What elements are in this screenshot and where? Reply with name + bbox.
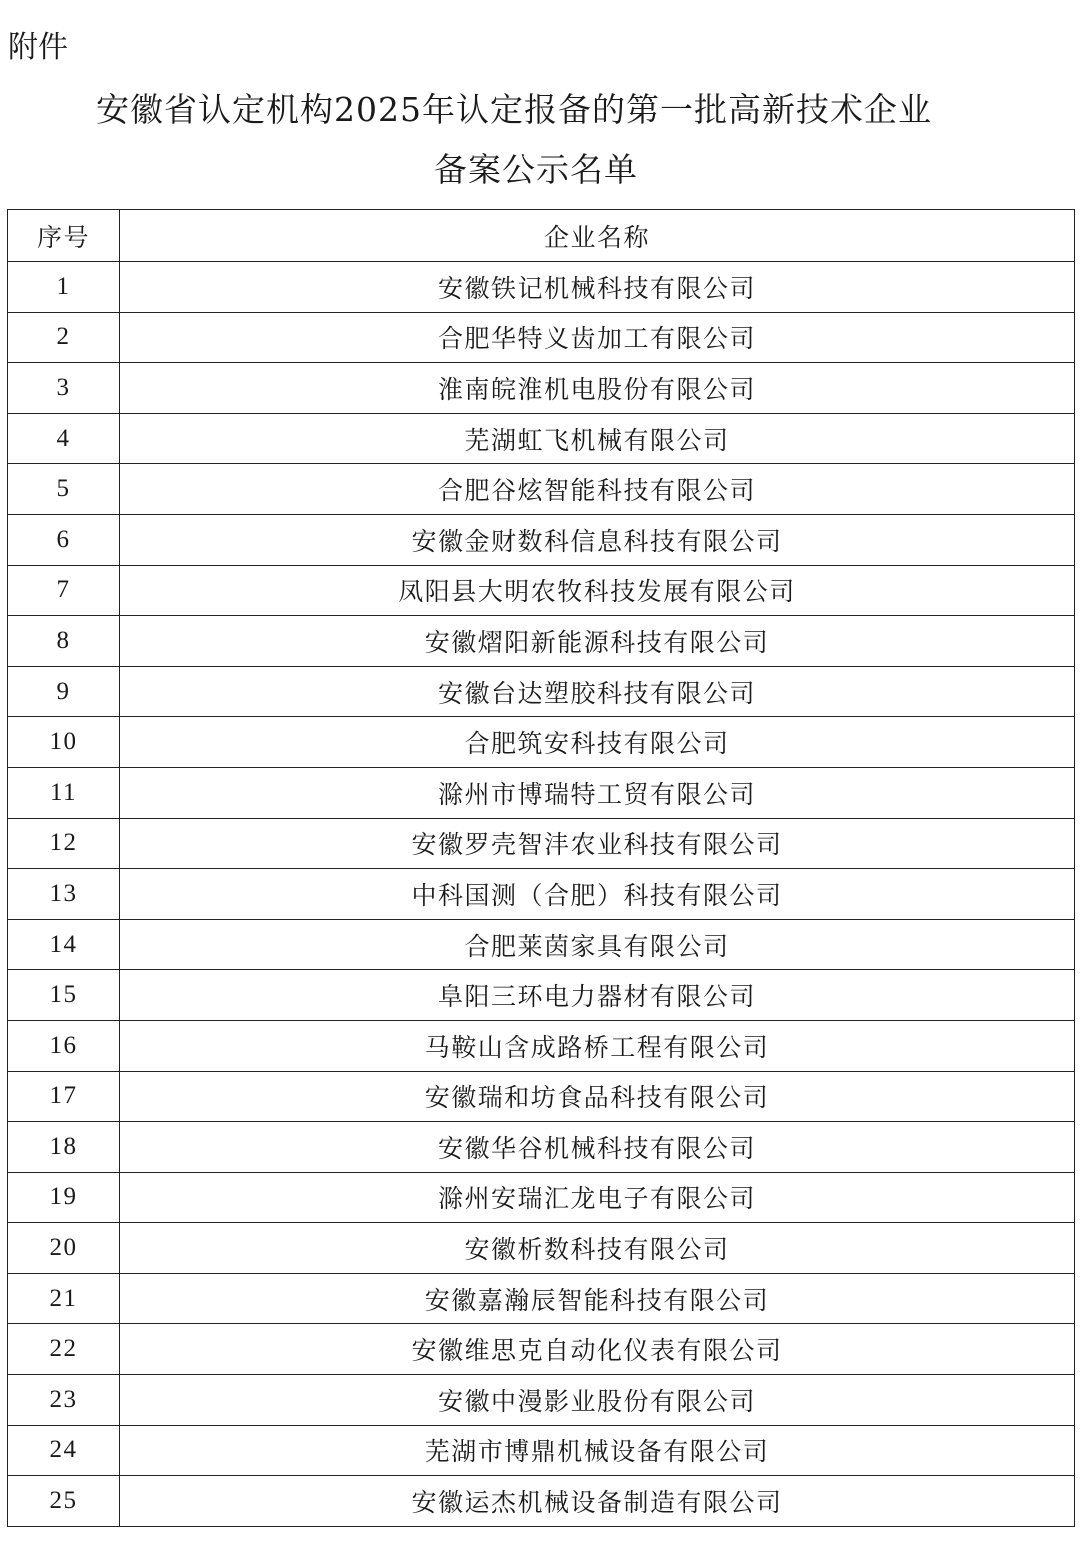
table-row bbox=[8, 363, 1075, 414]
row-seq: 3 bbox=[8, 363, 120, 414]
table-row bbox=[8, 413, 1075, 464]
header-seq: 序号 bbox=[8, 210, 120, 262]
row-company-name: 芜湖虹飞机械有限公司 bbox=[120, 413, 1075, 464]
table-row bbox=[8, 767, 1075, 818]
table-row bbox=[8, 262, 1075, 313]
row-seq: 11 bbox=[8, 767, 120, 818]
table-row bbox=[8, 1375, 1075, 1426]
row-seq: 12 bbox=[8, 818, 120, 869]
row-company-name: 阜阳三环电力器材有限公司 bbox=[120, 970, 1075, 1021]
table-row bbox=[8, 970, 1075, 1021]
row-seq: 19 bbox=[8, 1172, 120, 1223]
row-seq: 25 bbox=[8, 1476, 120, 1527]
row-company-name: 中科国测（合肥）科技有限公司 bbox=[120, 869, 1075, 920]
row-seq: 14 bbox=[8, 919, 120, 970]
row-seq: 5 bbox=[8, 464, 120, 515]
row-seq: 20 bbox=[8, 1223, 120, 1274]
table-header-row bbox=[8, 210, 1075, 262]
row-seq: 8 bbox=[8, 616, 120, 667]
row-seq: 21 bbox=[8, 1273, 120, 1324]
row-company-name: 安徽运杰机械设备制造有限公司 bbox=[120, 1476, 1075, 1527]
row-company-name: 芜湖市博鼎机械设备有限公司 bbox=[120, 1425, 1075, 1476]
row-company-name: 安徽维思克自动化仪表有限公司 bbox=[120, 1324, 1075, 1375]
table-row bbox=[8, 312, 1075, 363]
row-seq: 4 bbox=[8, 413, 120, 464]
row-company-name: 安徽华谷机械科技有限公司 bbox=[120, 1122, 1075, 1173]
row-seq: 13 bbox=[8, 869, 120, 920]
row-seq: 15 bbox=[8, 970, 120, 1021]
table-row bbox=[8, 1071, 1075, 1122]
row-seq: 6 bbox=[8, 514, 120, 565]
table-row bbox=[8, 1425, 1075, 1476]
table-row bbox=[8, 514, 1075, 565]
table-row bbox=[8, 818, 1075, 869]
attachment-label: 附件 bbox=[8, 30, 68, 65]
row-company-name: 淮南皖淮机电股份有限公司 bbox=[120, 363, 1075, 414]
table-row bbox=[8, 1476, 1075, 1527]
row-company-name: 安徽台达塑胶科技有限公司 bbox=[120, 666, 1075, 717]
table-row bbox=[8, 1223, 1075, 1274]
row-company-name: 合肥谷炫智能科技有限公司 bbox=[120, 464, 1075, 515]
row-company-name: 安徽瑞和坊食品科技有限公司 bbox=[120, 1071, 1075, 1122]
row-company-name: 安徽金财数科信息科技有限公司 bbox=[120, 514, 1075, 565]
row-company-name: 安徽铁记机械科技有限公司 bbox=[120, 262, 1075, 313]
table-row bbox=[8, 616, 1075, 667]
header-company-name: 企业名称 bbox=[120, 210, 1075, 262]
row-company-name: 安徽析数科技有限公司 bbox=[120, 1223, 1075, 1274]
row-seq: 23 bbox=[8, 1375, 120, 1426]
table-row bbox=[8, 869, 1075, 920]
row-seq: 18 bbox=[8, 1122, 120, 1173]
row-company-name: 安徽嘉瀚辰智能科技有限公司 bbox=[120, 1273, 1075, 1324]
row-company-name: 滁州市博瑞特工贸有限公司 bbox=[120, 767, 1075, 818]
table-row bbox=[8, 1273, 1075, 1324]
row-seq: 16 bbox=[8, 1020, 120, 1071]
table-row bbox=[8, 565, 1075, 616]
table-row bbox=[8, 464, 1075, 515]
document-subtitle: 备案公示名单 bbox=[434, 150, 638, 189]
company-list-table bbox=[7, 209, 1075, 1527]
row-company-name: 滁州安瑞汇龙电子有限公司 bbox=[120, 1172, 1075, 1223]
table-row bbox=[8, 1122, 1075, 1173]
row-seq: 9 bbox=[8, 666, 120, 717]
table-row bbox=[8, 1324, 1075, 1375]
row-seq: 22 bbox=[8, 1324, 120, 1375]
row-company-name: 马鞍山含成路桥工程有限公司 bbox=[120, 1020, 1075, 1071]
row-seq: 10 bbox=[8, 717, 120, 768]
row-company-name: 合肥筑安科技有限公司 bbox=[120, 717, 1075, 768]
table-row bbox=[8, 1020, 1075, 1071]
row-seq: 24 bbox=[8, 1425, 120, 1476]
row-seq: 2 bbox=[8, 312, 120, 363]
table-row bbox=[8, 666, 1075, 717]
table-row bbox=[8, 1172, 1075, 1223]
row-company-name: 安徽罗壳智沣农业科技有限公司 bbox=[120, 818, 1075, 869]
table-body bbox=[8, 262, 1075, 1527]
row-seq: 1 bbox=[8, 262, 120, 313]
row-company-name: 合肥华特义齿加工有限公司 bbox=[120, 312, 1075, 363]
row-seq: 17 bbox=[8, 1071, 120, 1122]
document-title: 安徽省认定机构2025年认定报备的第一批高新技术企业 bbox=[96, 90, 932, 129]
table-row bbox=[8, 919, 1075, 970]
row-company-name: 合肥莱茵家具有限公司 bbox=[120, 919, 1075, 970]
row-company-name: 安徽熠阳新能源科技有限公司 bbox=[120, 616, 1075, 667]
row-seq: 7 bbox=[8, 565, 120, 616]
table-row bbox=[8, 717, 1075, 768]
row-company-name: 凤阳县大明农牧科技发展有限公司 bbox=[120, 565, 1075, 616]
row-company-name: 安徽中漫影业股份有限公司 bbox=[120, 1375, 1075, 1426]
